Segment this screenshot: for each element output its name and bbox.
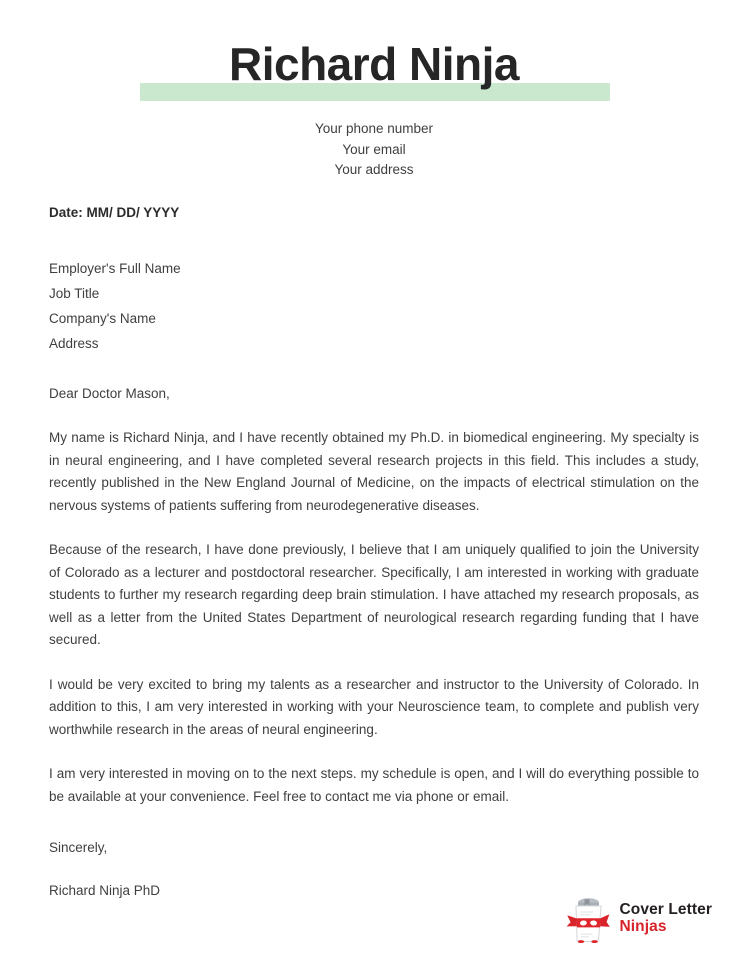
closing-line: Sincerely, bbox=[49, 840, 108, 855]
contact-address: Your address bbox=[334, 162, 414, 177]
recipient-block bbox=[49, 256, 699, 356]
name-heading-wrapper bbox=[0, 34, 748, 100]
signature-line: Richard Ninja PhD bbox=[49, 883, 161, 898]
body-paragraph: Because of the research, I have done previously, I believe that I am uniquely qualified to join the University of Colorado as a lecturer and postdoctoral researcher. Specifically, I am interested in working with graduate students to further my research regarding deep brain stimulation. I have attached my research proposals, as well as a letter from the United States Department of neurological research regarding funding that I have secured. bbox=[49, 542, 699, 647]
contact-phone: Your phone number bbox=[314, 121, 434, 136]
letter-header bbox=[0, 0, 748, 181]
body-paragraph: I am very interested in moving on to the next steps. my schedule is open, and I will do everything possible to be available at your convenience. Feel free to contact me via phone or email. bbox=[49, 766, 699, 804]
brand-logo-text bbox=[619, 902, 712, 935]
ninja-scroll-icon bbox=[564, 895, 610, 943]
body-paragraph: I would be very excited to bring my talents as a researcher and instructor to the University of Colorado. In addition to this, I am very interested in working with your Neuroscience team, to complete and publish very worthwhile research in the areas of neural engineering. bbox=[49, 676, 699, 737]
recipient-address: Address bbox=[49, 336, 99, 351]
salutation: Dear Doctor Mason, bbox=[49, 386, 170, 401]
brand-name-line1: Cover Letter bbox=[619, 901, 712, 919]
letter-body bbox=[49, 205, 699, 898]
contact-email: Your email bbox=[342, 141, 406, 157]
brand-name-line2: Ninjas bbox=[619, 918, 667, 935]
recipient-job-title: Job Title bbox=[49, 286, 100, 301]
recipient-company: Company's Name bbox=[49, 311, 156, 326]
body-paragraph: My name is Richard Ninja, and I have recently obtained my Ph.D. in biomedical engineering. My specialty is in neural engineering, and I have completed several research projects in this field. This includes a study, recently published in the New England Journal of Medicine, on the impacts of electrical stimulation on the nervous systems of patients suffering from neurodegenerative diseases. bbox=[49, 430, 699, 513]
recipient-name: Employer's Full Name bbox=[49, 261, 181, 276]
brand-logo[interactable] bbox=[564, 895, 712, 943]
page-title: Richard Ninja bbox=[228, 38, 519, 90]
contact-block bbox=[0, 119, 748, 181]
date-line: Date: MM/ DD/ YYYY bbox=[49, 205, 180, 220]
